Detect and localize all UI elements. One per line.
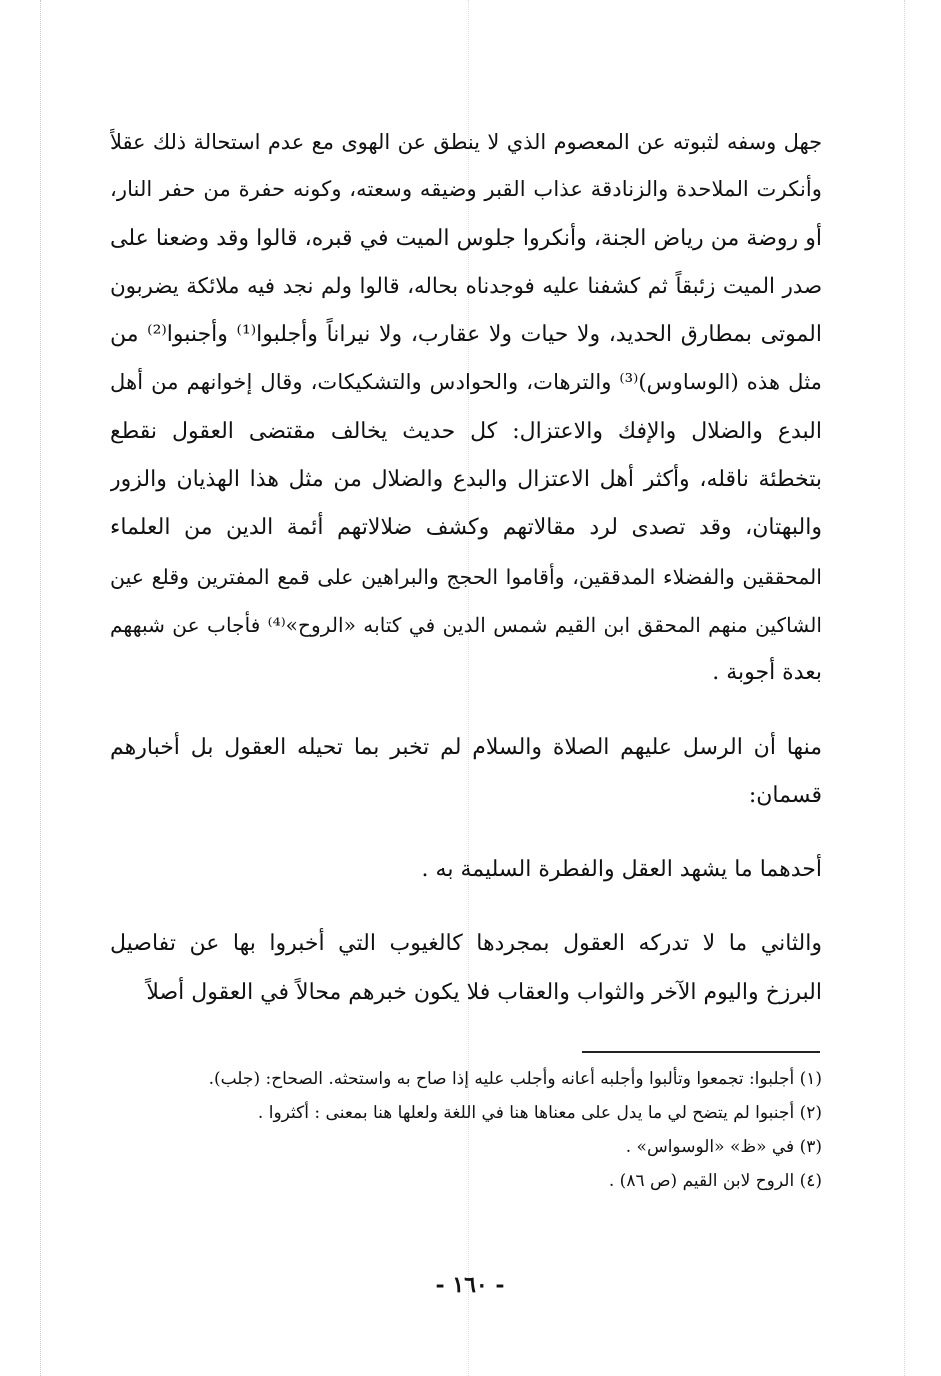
text-line: قسمان:: [748, 782, 822, 808]
footnote: (٢) أجنبوا لم يتضح لي ما يدل على معناها هنا في اللغة ولعلها هنا بمعنى : أكثروا .: [257, 1103, 822, 1123]
paragraph: [110, 118, 822, 698]
text-line: بتخطئة ناقله، وأكثر أهل الاعتزال والبدع والضلال من مثل هذا الهذيان والزور: [110, 467, 822, 493]
text-line: أحدهما ما يشهد العقل والفطرة السليمة به .: [421, 857, 822, 883]
text-line: وأنكرت الملاحدة والزنادقة عذاب القبر وضيقه وسعته، وكونه حفرة من حفر النار،: [110, 177, 822, 203]
text-line: صدر الميت زئبقاً ثم كشفنا عليه فوجدناه بحاله، قالوا ولم نجد فيه ملائكة يضربون: [110, 273, 822, 299]
text-line: البدع والضلال والإفك والاعتزال: كل حديث يخالف مقتضى العقول نقطع: [110, 418, 822, 444]
scan-artifact-line: [904, 0, 905, 1376]
text-line: الشاكين منهم المحقق ابن القيم شمس الدين في كتابه «الروح»⁽⁴⁾ فأجاب عن شبههم: [110, 612, 822, 637]
text-line: بعدة أجوبة .: [712, 660, 822, 686]
page-number: - ١٦٠ -: [435, 1272, 505, 1298]
scan-artifact-line: [40, 0, 41, 1376]
text-line: مثل هذه (الوساوس)⁽³⁾ والترهات، والحوادس والتشكيكات، وقال إخوانهم من أهل: [110, 370, 822, 396]
paragraph: [110, 724, 822, 821]
text-line: منها أن الرسل عليهم الصلاة والسلام لم تخبر بما تحيله العقول بل أخبارهم: [110, 734, 822, 760]
footnote: (٣) في «ظ» «الوسواس» .: [625, 1137, 822, 1157]
footnote: (١) أجلبوا: تجمعوا وتألبوا وأجلبه أعانه وأجلب عليه إذا صاح به واستحثه. الصحاح: (جلب).: [208, 1069, 822, 1089]
main-text: [110, 118, 822, 1017]
paragraph: [110, 920, 822, 1017]
text-line: البرزخ واليوم الآخر والثواب والعقاب فلا يكون خبرهم محالاً في العقول أصلاً: [146, 979, 822, 1005]
paragraph: [110, 846, 822, 894]
text-line: والبهتان، وقد تصدى لرد مقالاتهم وكشف ضلالاتهم أئمة الدين من العلماء: [110, 515, 822, 541]
footnote: (٤) الروح لابن القيم (ص ٨٦) .: [608, 1171, 822, 1191]
footnotes: [205, 1062, 822, 1198]
text-line: أو روضة من رياض الجنة، وأنكروا جلوس الميت في قبره، قالوا وقد وضعنا على: [110, 225, 822, 251]
text-line: والثاني ما لا تدركه العقول بمجردها كالغيوب التي أخبروا بها عن تفاصيل: [110, 931, 822, 957]
text-line: المحققين والفضلاء المدققين، وأقاموا الحجج والبراهين على قمع المفترين وقلع عين: [110, 564, 822, 589]
text-line: جهل وسفه لثبوته عن المعصوم الذي لا ينطق عن الهوى مع عدم استحالة ذلك عقلاً: [110, 130, 822, 154]
text-line: الموتى بمطارق الحديد، ولا حيات ولا عقارب، ولا نيراناً وأجلبوا⁽¹⁾ وأجنبوا⁽²⁾ من: [110, 322, 822, 348]
footnote-separator: [582, 1051, 820, 1053]
